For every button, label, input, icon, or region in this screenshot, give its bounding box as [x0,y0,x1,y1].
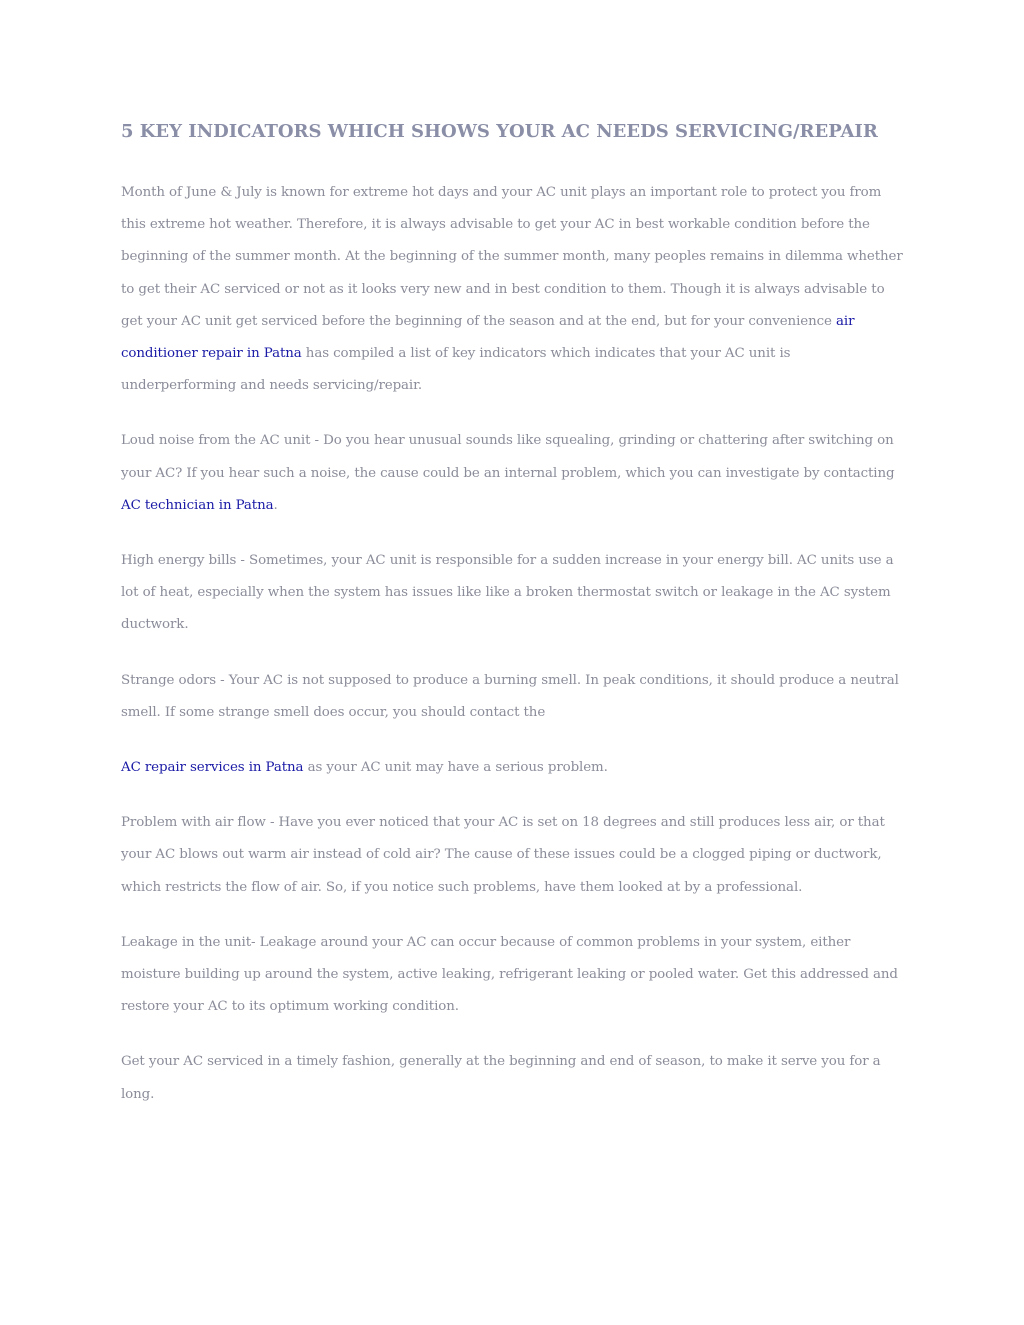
repair-services-text: as your AC unit may have a serious problem. [303,760,608,776]
air-conditioner-repair-link[interactable]: air conditioner repair in Patna [121,313,855,362]
strange-odors-paragraph: Strange odors - Your AC is not supposed to produce a burning smell. In peak conditions, it should produce a neutral smell. If some strange smell does occur, you should contact the [121,672,899,720]
leakage-paragraph: Leakage in the unit- Leakage around your AC can occur because of common problems in your system, either moisture building up around the system, active leaking, refrigerant leaking or pooled water. Get this addressed and restore your AC to its optimum working condition. [121,934,898,1015]
repair-services-paragraph [121,752,905,784]
energy-bills-paragraph: High energy bills - Sometimes, your AC unit is responsible for a sudden increase in your energy bill. AC units use a lot of heat, especially when the system has issues like like a broken thermostat switch or leakage in the AC system ductwork. [121,553,894,633]
ac-repair-services-link[interactable]: AC repair services in Patna [121,760,304,776]
document-page [121,116,905,1111]
closing-paragraph: Get your AC serviced in a timely fashion, generally at the beginning and end of season, to make it serve you for a long. [121,1054,881,1102]
intro-text-end: has compiled a list of key indicators which indicates that your AC unit is underperforming and needs servicing/repair. [121,346,791,394]
air-flow-paragraph: Problem with air flow - Have you ever noticed that your AC is set on 18 degrees and still produces less air, or that your AC blows out warm air instead of cold air? The cause of these issues could be a clogged piping or ductwork, which restricts the flow of air. So, if you notice such problems, have them looked at by a professional. [121,815,885,895]
page-title: 5 KEY INDICATORS WHICH SHOWS YOUR AC NEEDS SERVICING/REPAIR [121,121,878,142]
intro-paragraph [121,177,905,402]
loud-noise-paragraph [121,425,905,522]
intro-text-start: Month of June & July is known for extreme hot days and your AC unit plays an important role to protect you from this extreme hot weather. Therefore, it is always advisable to get your AC in best workable condition before the beginning of the summer month. At the beginning of the summer month, many peoples remains in dilemma whether to get their AC serviced or not as it looks very new and in best condition to them. Though it is always advisable to get your AC unit get serviced before the beginning of the season and at the end, but for your convenience [121,185,903,329]
ac-technician-link[interactable]: AC technician in Patna [121,497,274,513]
loud-noise-text-end: . [273,497,278,513]
loud-noise-text: Loud noise from the AC unit - Do you hear unusual sounds like squealing, grinding or chattering after switching on your AC? If you hear such a noise, the cause could be an internal problem, which you can investigate by contacting [121,433,895,481]
